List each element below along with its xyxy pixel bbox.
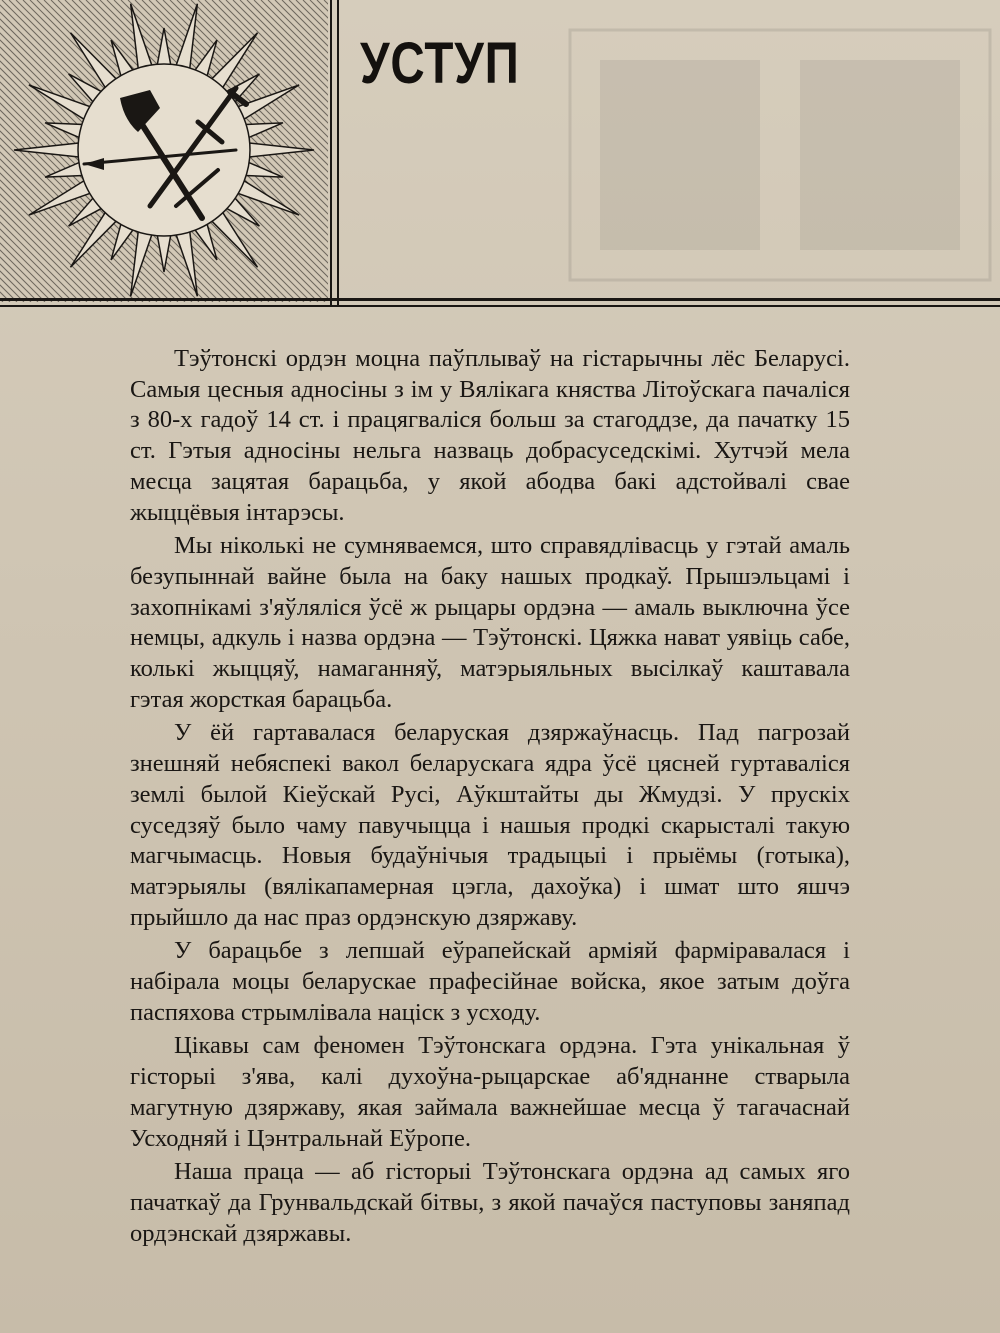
- paragraph-4: У барацьбе з лепшай еўрапейскай арміяй фарміравалася і набірала моцы беларускае прафесійнае войска, якое затым доўга паспяхова стрымлівала націск з усходу.: [130, 937, 850, 1026]
- chapter-header: [0, 0, 1000, 312]
- header-vertical-rule: [330, 0, 332, 306]
- header-horizontal-rule: [0, 298, 1000, 301]
- paragraph-3: У ёй гартавалася беларуская дзяржаўнасць. Пад пагрозай знешняй небяспекі вакол беларускага ядра ўсё цясней гуртаваліся землі былой Кіеўскай Русі, Аўкштайты ды Жмудзі. У прускіх суседзяў было чаму павучыцца і нашыя продкі скарысталі такую магчымасць. Новыя будаўнічыя традыцыі і прыёмы (готыка), матэрыялы (вялікапамерная цэгла, дахоўка) і шмат што яшчэ прыйшло да нас праз ордэнскую дзяржаву.: [130, 719, 850, 931]
- bleed-through-decoration: [560, 20, 1000, 290]
- paragraph-2: Мы ніколькі не сумняваемся, што справядлівасць у гэтай амаль безупыннай вайне была на баку нашых продкаў. Прышэльцамі і захопнікамі з'яўляліся ўсё ж рыцары ордэна — амаль выключна ўсе немцы, адкуль і назва ордэна — Тэўтонскі. Цяжка нават уявіць сабе, колькі жыццяў, намаганняў, матэрыяльных высілкаў каштавала гэтая жорсткая барацьба.: [130, 532, 850, 713]
- chapter-body: [130, 344, 850, 1249]
- paragraph-6: Наша праца — аб гісторыі Тэўтонскага ордэна ад самых яго пачаткаў да Грунвальдскай бітвы, з якой пачаўся паступовы заняпад ордэнскай дзяржавы.: [130, 1158, 850, 1247]
- header-horizontal-rule-lower: [0, 305, 1000, 307]
- header-vertical-rule-inner: [337, 0, 339, 306]
- paragraph-5: Цікавы сам феномен Тэўтонскага ордэна. Гэта унікальная ў гісторыі з'ява, калі духоўна-рыцарскае аб'яднанне стварыла магутную дзяржаву, якая займала важнейшае месца ў тагачаснай Усходняй і Цэнтральнай Еўропе.: [130, 1032, 850, 1152]
- paragraph-1: Тэўтонскі ордэн моцна паўплываў на гістарычны лёс Беларусі. Самыя цесныя адносіны з ім у Вялікага княства Літоўскага пачаліся з 80-х гадоў 14 ст. і працягваліся больш за стагоддзе, да пачатку 15 ст. Гэтыя адносіны нельга назваць добрасуседскімі. Хутчэй мела месца зацятая барацьба, у якой абодва бакі адстойвалі свае жыццёвыя інтарэсы.: [130, 345, 850, 526]
- sun-with-crossed-weapons-icon: [0, 0, 328, 302]
- chapter-title: УСТУП: [360, 31, 520, 96]
